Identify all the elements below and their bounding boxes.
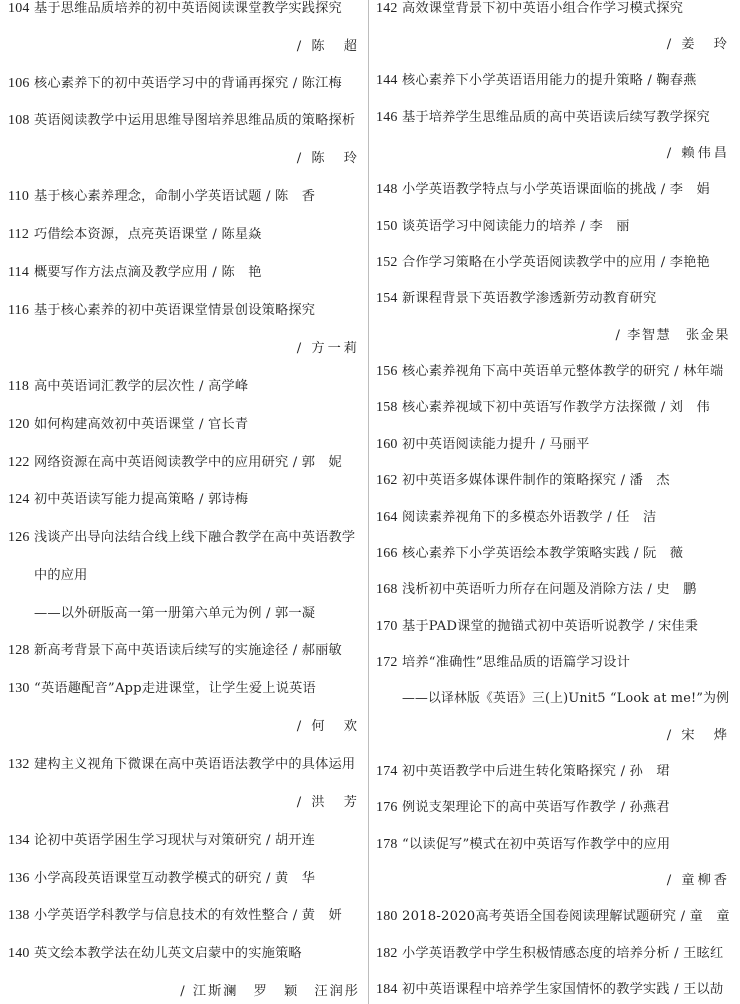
page-number: 138 (8, 908, 30, 923)
page-number: 112 (8, 227, 30, 242)
toc-entry-106 (8, 73, 342, 95)
article-title: 浅析初中英语听力所存在问题及消除方法 / 史 鹏 (402, 582, 697, 597)
page-number: 182 (376, 946, 398, 961)
page-number: 154 (376, 291, 398, 306)
article-subtitle: ——以译林版《英语》三(上)Unit5 “Look at me!”为例 (402, 691, 730, 706)
toc-entry-184 (376, 979, 723, 1001)
article-author: / 赖伟昌 (666, 146, 730, 161)
article-subtitle: ——以外研版高一第一册第六单元为例 / 郭一凝 (34, 606, 316, 621)
page-number: 156 (376, 364, 398, 379)
toc-entry-150 (376, 216, 630, 238)
toc-entry-118 (8, 376, 248, 398)
article-title: 小学高段英语课堂互动教学模式的研究 / 黄 华 (34, 871, 316, 886)
page-number: 130 (8, 681, 30, 696)
page-number: 176 (376, 800, 398, 815)
article-title: 英文绘本教学法在幼儿英文启蒙中的实施策略 (34, 946, 302, 961)
article-author: / 陈 玲 (296, 151, 360, 166)
article-author: / 童柳香 (666, 873, 730, 888)
toc-entry-152 (376, 252, 710, 274)
article-author: / 洪 芳 (296, 795, 360, 810)
article-title: 2018-2020高考英语全国卷阅读理解试题研究 / 童 童 (402, 909, 730, 924)
toc-entry-120 (8, 414, 248, 436)
toc-entry-134 (8, 830, 315, 852)
toc-entry-178 (376, 834, 670, 856)
article-title: 基于PAD课堂的抛锚式初中英语听说教学 / 宋佳秉 (402, 619, 699, 634)
toc-entry-132 (8, 754, 355, 776)
page-number: 174 (376, 764, 398, 779)
toc-entry-144 (376, 70, 697, 92)
toc-entry-148 (376, 179, 710, 201)
article-author: / 方一莉 (296, 341, 360, 356)
page-number: 122 (8, 455, 30, 470)
toc-entry-168 (376, 579, 697, 601)
page-number: 172 (376, 655, 398, 670)
article-title: 初中英语课程中培养学生家国情怀的教学实践 / 王以劼 (402, 982, 724, 997)
page-number: 120 (8, 417, 30, 432)
page-number: 150 (376, 219, 398, 234)
page-number: 144 (376, 73, 398, 88)
article-title: 核心素养下小学英语语用能力的提升策略 / 鞠春燕 (402, 73, 697, 88)
page-number: 132 (8, 757, 30, 772)
article-title: 巧借绘本资源，点亮英语课堂 / 陈星焱 (34, 227, 262, 242)
article-title: 基于核心素养的初中英语课堂情景创设策略探究 (34, 303, 316, 318)
article-title: 英语阅读教学中运用思维导图培养思维品质的策略探析 (34, 113, 356, 128)
page-number: 106 (8, 76, 30, 91)
toc-entry-154 (376, 288, 656, 310)
page-number: 184 (376, 982, 398, 997)
article-title: 基于培养学生思维品质的高中英语读后续写教学探究 (402, 110, 710, 125)
article-title: “英语趣配音”App走进课堂，让学生爱上说英语 (34, 681, 316, 696)
page-number: 124 (8, 492, 30, 507)
page-number: 166 (376, 546, 398, 561)
toc-entry-136 (8, 868, 315, 890)
article-title: 小学英语教学特点与小学英语课面临的挑战 / 李 娟 (402, 182, 710, 197)
toc-entry-138 (8, 905, 342, 927)
article-title: 如何构建高效初中英语课堂 / 官长青 (34, 417, 249, 432)
toc-entry-142 (376, 0, 683, 20)
toc-entry-104 (8, 0, 342, 20)
page-number: 158 (376, 400, 398, 415)
page-number: 128 (8, 643, 30, 658)
page-number: 168 (376, 582, 398, 597)
article-title: 新高考背景下高中英语读后续写的实施途径 / 郝丽敏 (34, 643, 342, 658)
page-number: 152 (376, 255, 398, 270)
toc-entry-162 (376, 470, 670, 492)
article-author: / 李智慧 张金果 (615, 328, 730, 343)
page-number: 170 (376, 619, 398, 634)
toc-entry-116 (8, 300, 315, 322)
toc-entry-180 (376, 906, 730, 928)
article-title: 例说支架理论下的高中英语写作教学 / 孙燕君 (402, 800, 670, 815)
article-title: 小学英语学科教学与信息技术的有效性整合 / 黄 妍 (34, 908, 342, 923)
article-author: / 陈 超 (296, 39, 360, 54)
article-title-continued: 中的应用 (34, 568, 88, 583)
page-number: 164 (376, 510, 398, 525)
page-number: 148 (376, 182, 398, 197)
page-number: 104 (8, 1, 30, 16)
page-number: 140 (8, 946, 30, 961)
article-title: 网络资源在高中英语阅读教学中的应用研究 / 郭 妮 (34, 455, 342, 470)
article-title: 核心素养视角下高中英语单元整体教学的研究 / 林年端 (402, 364, 724, 379)
page-number: 142 (376, 1, 398, 16)
toc-entry-158 (376, 397, 710, 419)
article-title: 核心素养视域下初中英语写作教学方法探微 / 刘 伟 (402, 400, 710, 415)
article-title: 高效课堂背景下初中英语小组合作学习模式探究 (402, 1, 684, 16)
page-number: 162 (376, 473, 398, 488)
toc-entry-124 (8, 489, 248, 511)
article-title: 论初中英语学困生学习现状与对策研究 / 胡开连 (34, 833, 316, 848)
article-title: 谈英语学习中阅读能力的培养 / 李 丽 (402, 219, 630, 234)
article-title: 核心素养下小学英语绘本教学策略实践 / 阮 薇 (402, 546, 684, 561)
page-number: 116 (8, 303, 30, 318)
toc-entry-130 (8, 678, 316, 700)
article-title: 基于思维品质培养的初中英语阅读课堂教学实践探究 (34, 1, 342, 16)
page-number: 160 (376, 437, 398, 452)
page-number: 110 (8, 189, 30, 204)
article-title: 浅谈产出导向法结合线上线下融合教学在高中英语教学 (34, 530, 356, 545)
toc-entry-164 (376, 507, 656, 529)
article-title: 基于核心素养理念，命制小学英语试题 / 陈 香 (34, 189, 316, 204)
toc-entry-110 (8, 186, 315, 208)
article-title: 初中英语教学中后进生转化策略探究 / 孙 珺 (402, 764, 670, 779)
toc-entry-140 (8, 943, 302, 965)
article-author: / 姜 玲 (666, 37, 730, 52)
toc-entry-114 (8, 262, 262, 284)
article-title: 初中英语读写能力提高策略 / 郭诗梅 (34, 492, 249, 507)
article-title: 核心素养下的初中英语学习中的背诵再探究 / 陈江梅 (34, 76, 342, 91)
page-number: 118 (8, 379, 30, 394)
toc-entry-176 (376, 797, 670, 819)
page-number: 114 (8, 265, 30, 280)
article-title: 合作学习策略在小学英语阅读教学中的应用 / 李艳艳 (402, 255, 710, 270)
toc-entry-146 (376, 107, 710, 129)
toc-entry-156 (376, 361, 723, 383)
article-title: 新课程背景下英语教学渗透新劳动教育研究 (402, 291, 657, 306)
toc-entry-126 (8, 527, 355, 549)
article-title: “以读促写”模式在初中英语写作教学中的应用 (402, 837, 671, 852)
column-divider (368, 0, 369, 1004)
article-title: 初中英语阅读能力提升 / 马丽平 (402, 437, 590, 452)
article-title: 初中英语多媒体课件制作的策略探究 / 潘 杰 (402, 473, 670, 488)
page-number: 146 (376, 110, 398, 125)
article-title: 培养“准确性”思维品质的语篇学习设计 (402, 655, 631, 670)
page-number: 134 (8, 833, 30, 848)
article-title: 建构主义视角下微课在高中英语语法教学中的具体运用 (34, 757, 356, 772)
toc-entry-112 (8, 224, 262, 246)
toc-entry-166 (376, 543, 683, 565)
toc-entry-172 (376, 652, 630, 674)
article-title: 概要写作方法点滴及教学应用 / 陈 艳 (34, 265, 262, 280)
toc-entry-108 (8, 110, 355, 132)
article-author: / 江斯澜 罗 颖 汪润彤 (180, 984, 360, 999)
page-number: 108 (8, 113, 30, 128)
article-author: / 宋 烨 (666, 728, 730, 743)
toc-entry-128 (8, 640, 342, 662)
article-title: 小学英语教学中学生积极情感态度的培养分析 / 王眩红 (402, 946, 724, 961)
article-title: 阅读素养视角下的多模态外语教学 / 任 洁 (402, 510, 657, 525)
toc-entry-170 (376, 616, 698, 638)
toc-entry-182 (376, 943, 723, 965)
page-number: 178 (376, 837, 398, 852)
toc-entry-174 (376, 761, 670, 783)
article-title: 高中英语词汇教学的层次性 / 高学峰 (34, 379, 249, 394)
toc-entry-160 (376, 434, 589, 456)
page-number: 126 (8, 530, 30, 545)
page-number: 180 (376, 909, 398, 924)
page-number: 136 (8, 871, 30, 886)
article-author: / 何 欢 (296, 719, 360, 734)
toc-entry-122 (8, 452, 342, 474)
